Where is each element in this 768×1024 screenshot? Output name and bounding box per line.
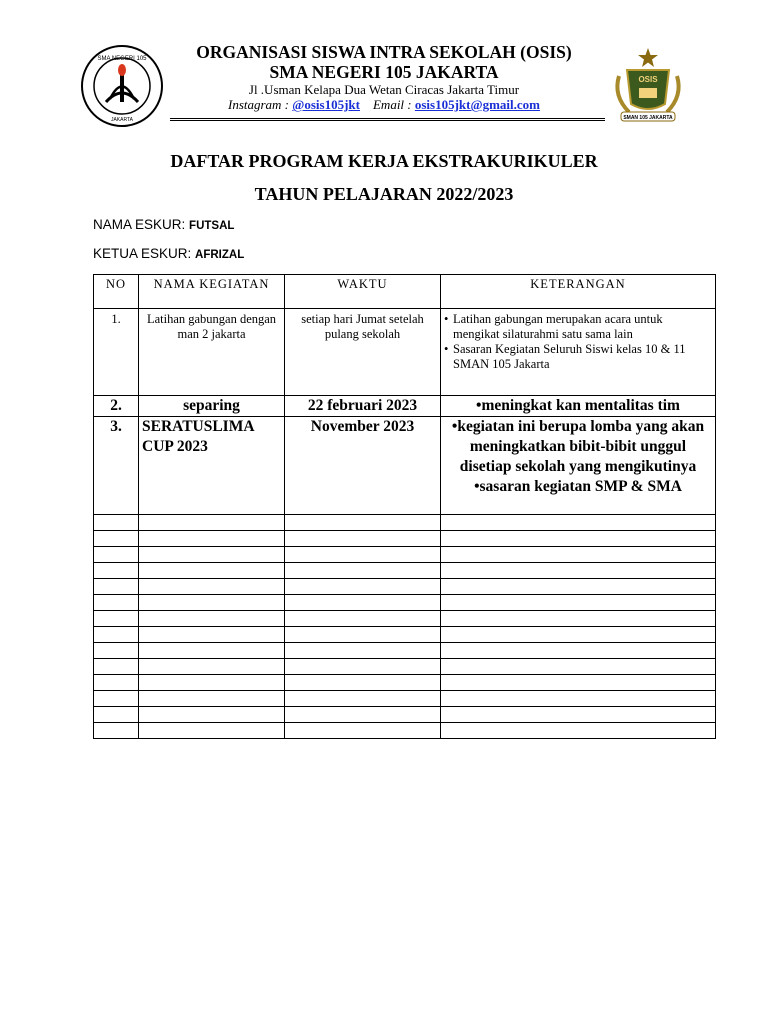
empty-cell [441, 707, 716, 723]
empty-cell [139, 563, 285, 579]
empty-table-row [94, 531, 716, 547]
empty-cell [285, 563, 441, 579]
row1-waktu: setiap hari Jumat setelah pulang sekolah [285, 309, 441, 396]
empty-table-row [94, 675, 716, 691]
empty-cell [94, 611, 139, 627]
empty-cell [441, 611, 716, 627]
empty-cell [441, 627, 716, 643]
empty-table-row [94, 707, 716, 723]
empty-table-row [94, 691, 716, 707]
row3-no: 3. [94, 417, 139, 515]
row3-ket-item: •kegiatan ini berupa lomba yang akan meningkatkan bibit-bibit unggul disetiap sekolah yang mengikutinya [451, 418, 705, 475]
header-divider-2 [170, 120, 605, 121]
empty-table-row [94, 627, 716, 643]
right-logo-text: OSIS [638, 75, 658, 84]
empty-cell [441, 659, 716, 675]
empty-cell [139, 531, 285, 547]
empty-cell [94, 675, 139, 691]
empty-cell [285, 675, 441, 691]
empty-cell [441, 691, 716, 707]
empty-cell [441, 579, 716, 595]
header-divider [170, 118, 605, 119]
empty-cell [285, 707, 441, 723]
empty-cell [94, 659, 139, 675]
document-subtitle: TAHUN PELAJARAN 2022/2023 [254, 184, 514, 204]
empty-table-row [94, 595, 716, 611]
empty-table-row [94, 659, 716, 675]
empty-cell [285, 643, 441, 659]
school-address: Jl .Usman Kelapa Dua Wetan Ciracas Jakarta Timur [248, 82, 520, 97]
empty-cell [139, 611, 285, 627]
empty-cell [139, 547, 285, 563]
table-row [94, 396, 716, 417]
left-logo-text-top: SMA NEGERI 105 [97, 56, 147, 62]
header-waktu: WAKTU [285, 275, 441, 309]
instagram-link[interactable]: @osis105jkt [292, 97, 360, 112]
row2-nama: separing [139, 396, 285, 417]
empty-table-row [94, 611, 716, 627]
email-link[interactable]: osis105jkt@gmail.com [414, 97, 540, 112]
empty-cell [441, 675, 716, 691]
ketua-eskur-value: AFRIZAL [195, 249, 245, 261]
ketua-eskur-field [93, 246, 244, 261]
empty-cell [285, 691, 441, 707]
empty-cell [285, 723, 441, 739]
empty-cell [94, 723, 139, 739]
empty-cell [285, 595, 441, 611]
empty-cell [139, 595, 285, 611]
empty-cell [441, 723, 716, 739]
empty-cell [94, 579, 139, 595]
nama-eskur-label: NAMA ESKUR: [93, 217, 186, 232]
left-logo-text-bottom: JAKARTA [110, 117, 134, 123]
row1-nama: Latihan gabungan dengan man 2 jakarta [139, 309, 285, 396]
empty-cell [285, 547, 441, 563]
empty-table-row [94, 723, 716, 739]
header-no: NO [94, 275, 139, 309]
row1-no: 1. [94, 309, 139, 396]
right-logo-text-bottom: SMAN 105 JAKARTA [623, 115, 673, 121]
contact-line [0, 97, 768, 113]
instagram-label: Instagram : [227, 97, 290, 112]
org-name: ORGANISASI SISWA INTRA SEKOLAH (OSIS) [196, 42, 572, 62]
empty-cell [94, 531, 139, 547]
empty-cell [94, 547, 139, 563]
empty-cell [285, 659, 441, 675]
email-label: Email : [372, 97, 412, 112]
empty-cell [139, 675, 285, 691]
empty-table-row [94, 579, 716, 595]
empty-table-row [94, 515, 716, 531]
empty-cell [139, 659, 285, 675]
empty-cell [94, 707, 139, 723]
empty-table-row [94, 547, 716, 563]
row1-ket-item: • Latihan gabungan merupakan acara untuk mengikat silaturahmi satu sama lain [444, 312, 712, 342]
row1-keterangan [441, 309, 716, 396]
empty-cell [285, 579, 441, 595]
empty-cell [285, 611, 441, 627]
empty-cell [441, 643, 716, 659]
nama-eskur-field [93, 217, 234, 232]
empty-cell [94, 563, 139, 579]
row2-keterangan: •meningkat kan mentalitas tim [441, 396, 716, 417]
table-header-row [94, 275, 716, 309]
empty-cell [285, 515, 441, 531]
empty-table-row [94, 643, 716, 659]
empty-cell [441, 531, 716, 547]
row3-waktu: November 2023 [285, 417, 441, 515]
empty-cell [94, 691, 139, 707]
row3-nama: SERATUSLIMA CUP 2023 [139, 417, 285, 515]
empty-table-row [94, 563, 716, 579]
empty-cell [441, 515, 716, 531]
empty-cell [94, 595, 139, 611]
empty-cell [94, 515, 139, 531]
empty-cell [139, 627, 285, 643]
empty-cell [285, 627, 441, 643]
empty-cell [139, 643, 285, 659]
empty-cell [441, 547, 716, 563]
header-keterangan: KETERANGAN [441, 275, 716, 309]
header-nama-kegiatan: NAMA KEGIATAN [139, 275, 285, 309]
school-name: SMA NEGERI 105 JAKARTA [269, 62, 499, 82]
empty-cell [139, 707, 285, 723]
empty-cell [139, 691, 285, 707]
row2-waktu: 22 februari 2023 [285, 396, 441, 417]
table-row [94, 309, 716, 396]
empty-cell [441, 595, 716, 611]
empty-cell [441, 563, 716, 579]
empty-cell [94, 627, 139, 643]
empty-cell [94, 643, 139, 659]
row3-ket-item: •sasaran kegiatan SMP & SMA [474, 478, 682, 495]
table-row [94, 417, 716, 515]
row1-ket-item: • Sasaran Kegiatan Seluruh Siswi kelas 10 & 11 SMAN 105 Jakarta [444, 342, 712, 372]
ketua-eskur-label: KETUA ESKUR: [93, 246, 192, 261]
empty-cell [285, 531, 441, 547]
document-title: DAFTAR PROGRAM KERJA EKSTRAKURIKULER [170, 151, 598, 171]
row2-no: 2. [94, 396, 139, 417]
empty-cell [139, 515, 285, 531]
nama-eskur-value: FUTSAL [189, 220, 235, 232]
program-table [93, 274, 716, 739]
empty-cell [139, 579, 285, 595]
empty-cell [139, 723, 285, 739]
row3-keterangan [441, 417, 716, 515]
